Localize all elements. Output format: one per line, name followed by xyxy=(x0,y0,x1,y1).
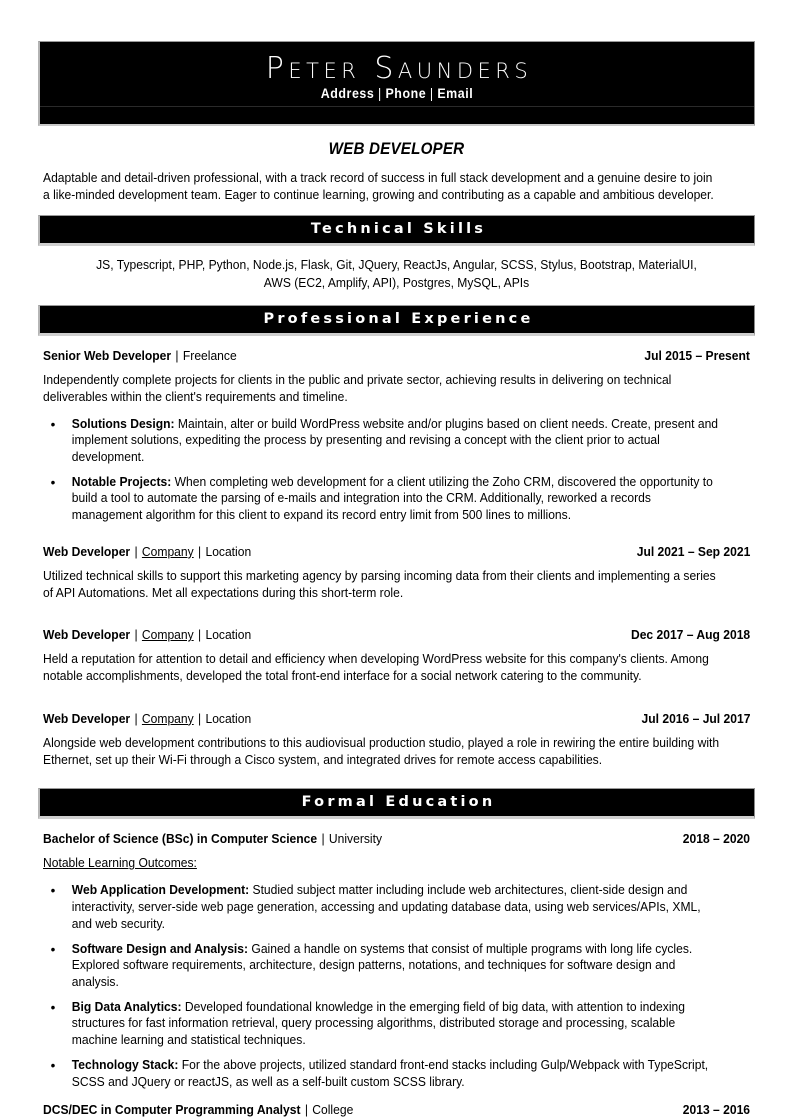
experience-dates: Jul 2016 – Jul 2017 xyxy=(641,711,750,726)
experience-entry xyxy=(38,712,755,768)
experience-entry-role-line xyxy=(43,349,237,363)
experience-location: Location xyxy=(205,711,252,726)
role-pipe: | xyxy=(172,349,182,364)
contact-line xyxy=(69,87,726,102)
experience-description: Utilized technical skills to support this marketing agency by parsing incoming data from their clients and implementing a series of API Automations. Met all expectations during this short-term role. xyxy=(43,568,716,600)
experience-entry-header xyxy=(43,349,750,363)
experience-bullet-list xyxy=(43,416,750,524)
bullet-label: Big Data Analytics: xyxy=(71,999,182,1014)
section-bar-formal-education xyxy=(38,788,755,819)
company-pipe: | xyxy=(194,544,205,559)
bullet-label: Software Design and Analysis: xyxy=(71,941,249,956)
education-dates: 2013 – 2016 xyxy=(682,1103,750,1117)
experience-company: Company xyxy=(141,711,194,726)
experience-entry-role-line xyxy=(43,545,251,559)
bullet-label: Web Application Development: xyxy=(71,883,250,898)
role-pipe: | xyxy=(131,628,141,643)
education-entry-header xyxy=(43,1103,750,1117)
spacer xyxy=(38,768,755,788)
bullet-text: When completing web development for a client utilizing the Zoho CRM, discovered the opportunity to build a tool to automate the parsing of e-mails and integration into the CRM. Additionally, reworked a records management algorithm for this client to expand its record entry limit from 500 lines to millions. xyxy=(71,474,713,523)
contact-separator-2: | xyxy=(429,86,434,101)
experience-location: Location xyxy=(205,628,252,643)
spacer xyxy=(38,601,755,615)
experience-role: Web Developer xyxy=(43,711,131,726)
degree-pipe: | xyxy=(301,1103,312,1117)
experience-dates: Dec 2017 – Aug 2018 xyxy=(630,628,750,643)
professional-summary: Adaptable and detail-driven professional, with a track record of success in full stack development and a genuine desire to join a like-minded development team. Eager to continue learning, growing and contributing as a capable and ambitious developer. xyxy=(43,170,714,202)
contact-address: Address xyxy=(320,86,375,101)
company-pipe: | xyxy=(194,711,205,726)
experience-entry-header xyxy=(43,712,750,726)
bullet-text: Studied subject matter including include web architectures, client-side design and interactivity, server-side web page generation, accessing and updating database data, using web services/APIs, XML, and web security. xyxy=(71,883,701,931)
header-divider-rule xyxy=(40,106,754,107)
experience-entry-header xyxy=(43,628,750,642)
resume-header xyxy=(38,41,755,126)
experience-description: Independently complete projects for clients in the public and private sector, achieving results in delivering on technical deliverables within the client's requirements and timeline. xyxy=(43,373,672,404)
spacer xyxy=(38,524,755,532)
education-dates: 2018 – 2020 xyxy=(682,832,750,847)
experience-dates: Jul 2021 – Sep 2021 xyxy=(636,544,750,559)
education-degree-line xyxy=(43,832,382,846)
education-entry xyxy=(38,1103,755,1117)
job-title: WEB DEVELOPER xyxy=(328,139,465,158)
education-bullet-list xyxy=(43,882,750,1090)
experience-entry-role-line xyxy=(43,628,251,642)
spacer xyxy=(38,685,755,699)
education-entry xyxy=(38,832,755,1090)
skills-line-1: JS, Typescript, PHP, Python, Node.js, Flask, Git, JQuery, ReactJs, Angular, SCSS, Stylus, Bootstrap, MaterialUI, xyxy=(96,258,697,273)
experience-description: Alongside web development contributions to this audiovisual production studio, played a role in rewiring the entire building with Ethernet, set up their Wi-Fi through a Cisco system, and integrated drives for remote access capabilities. xyxy=(43,735,720,767)
experience-company: Company xyxy=(141,544,194,559)
education-degree-line xyxy=(43,1103,353,1117)
notable-learning-outcomes-label: Notable Learning Outcomes: xyxy=(43,856,197,871)
experience-location: Location xyxy=(205,544,252,559)
experience-entry xyxy=(38,349,755,524)
contact-phone: Phone xyxy=(385,86,427,101)
list-item xyxy=(43,416,722,466)
header-inner xyxy=(40,42,754,114)
experience-description: Held a reputation for attention to detail and efficiency when developing WordPress website for this company's clients. Among notable accomplishments, developed the total front-end interface for a social network catering to the community. xyxy=(43,652,709,684)
list-item xyxy=(43,474,722,524)
experience-role: Senior Web Developer xyxy=(43,349,172,364)
technical-skills-list xyxy=(81,257,712,293)
bullet-text: Developed foundational knowledge in the emerging field of big data, with attention to indexing structures for fast information retrieval, query processing algorithms, distributed storage and processing, scalable machine learning and statistical techniques. xyxy=(71,999,685,1048)
candidate-name: Peter Saunders xyxy=(265,51,533,86)
role-pipe: | xyxy=(131,544,141,559)
contact-email: Email xyxy=(437,86,474,101)
list-item xyxy=(43,941,722,991)
experience-dates: Jul 2015 – Present xyxy=(644,349,750,364)
header-bottom-strip xyxy=(40,114,754,124)
education-degree: DCS/DEC in Computer Programming Analyst xyxy=(43,1103,301,1117)
bullet-text: Gained a handle on systems that consist of multiple programs with long life cycles. Explored software requirements, architecture, design patterns, notations, and techniques for software design and analysis. xyxy=(71,941,693,990)
bullet-label: Solutions Design: xyxy=(71,416,175,431)
experience-entry-header xyxy=(43,545,750,559)
bullet-label: Technology Stack: xyxy=(71,1057,179,1072)
section-title-technical-skills: Technical Skills xyxy=(310,221,487,238)
list-item xyxy=(43,882,722,932)
experience-role: Web Developer xyxy=(43,544,131,559)
bullet-text: For the above projects, utilized standard front-end stacks including Gulp/Webpack with TypeScript, SCSS and JQuery or reactJS, as well as a self-built custom SCSS library. xyxy=(71,1057,709,1089)
role-pipe: | xyxy=(131,711,141,726)
education-institution: College xyxy=(312,1103,354,1117)
education-institution: University xyxy=(328,832,382,847)
education-entry-header xyxy=(43,832,750,846)
company-pipe: | xyxy=(194,628,205,643)
degree-pipe: | xyxy=(318,832,328,847)
experience-role: Web Developer xyxy=(43,628,131,643)
section-bar-technical-skills xyxy=(38,215,755,246)
experience-entry-role-line xyxy=(43,712,251,726)
experience-company: Freelance xyxy=(182,349,237,364)
experience-entry xyxy=(38,628,755,684)
education-degree: Bachelor of Science (BSc) in Computer Science xyxy=(43,832,318,847)
list-item xyxy=(43,1057,722,1090)
section-title-professional-experience: Professional Experience xyxy=(263,311,534,328)
section-title-formal-education: Formal Education xyxy=(301,794,496,811)
skills-line-2: AWS (EC2, Amplify, API), Postgres, MySQL, APIs xyxy=(263,276,530,291)
bullet-label: Notable Projects: xyxy=(71,474,172,489)
section-bar-professional-experience xyxy=(38,305,755,336)
contact-separator-1: | xyxy=(378,86,382,101)
bullet-text: Maintain, alter or build WordPress website and/or plugins based on client needs. Create, present and implement solutions, expediting the process by presenting and revising a concept with the client prior to actual development. xyxy=(71,416,719,464)
experience-entry xyxy=(38,545,755,601)
experience-company: Company xyxy=(141,628,194,643)
